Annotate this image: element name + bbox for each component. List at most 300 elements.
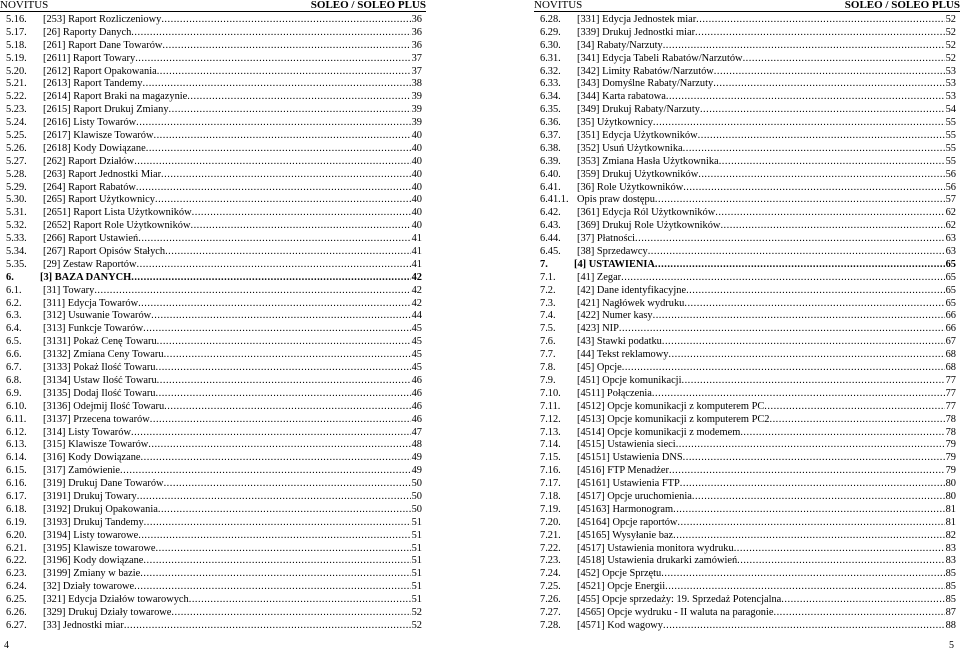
toc-entry-number: 6.7. (6, 362, 22, 374)
toc-entry-page: 55 (945, 142, 956, 154)
toc-entry[interactable] (540, 388, 956, 401)
toc-entry-number: 5.28. (6, 168, 27, 180)
toc-entry-number: 6.12. (6, 426, 27, 438)
toc-entry-page: 36 (411, 14, 422, 25)
toc-entry[interactable] (6, 323, 422, 336)
toc-entry-number: 6.19. (6, 516, 27, 528)
dot-leader (124, 620, 411, 633)
toc-entry-title: [343] Domyślne Rabaty/Narzuty (577, 78, 714, 90)
dot-leader (138, 233, 410, 246)
toc-entry[interactable] (6, 233, 422, 246)
toc-entry-page: 68 (945, 362, 956, 374)
toc-entry-title: [26] Raporty Danych (43, 26, 132, 38)
toc-entry[interactable] (540, 78, 956, 91)
toc-entry-number: 7.1. (540, 271, 556, 283)
toc-entry-page: 79 (945, 452, 956, 464)
toc-entry[interactable] (540, 375, 956, 388)
dot-leader (143, 555, 410, 568)
toc-entry[interactable] (6, 169, 422, 182)
toc-entry-title: [3] BAZA DANYCH (40, 271, 132, 283)
toc-entry[interactable] (6, 104, 422, 117)
toc-entry-number: 6.30. (540, 39, 561, 51)
toc-entry-number: 6.43. (540, 220, 561, 232)
toc-entry-page: 79 (945, 439, 956, 451)
toc-entry-page: 67 (945, 336, 956, 348)
toc-entry-number: 5.25. (6, 130, 27, 142)
toc-entry-page: 41 (411, 233, 422, 245)
dot-leader (666, 91, 945, 104)
dot-leader (683, 182, 944, 195)
toc-entry[interactable] (6, 465, 422, 478)
toc-entry[interactable] (540, 530, 956, 543)
toc-entry[interactable] (540, 555, 956, 568)
toc-entry[interactable] (540, 336, 956, 349)
toc-entry-title: [267] Raport Opisów Stałych (43, 246, 166, 258)
toc-entry-page: 81 (945, 503, 956, 515)
toc-entry[interactable] (540, 491, 956, 504)
toc-entry-page: 51 (411, 581, 422, 593)
toc-entry-page: 53 (945, 65, 956, 77)
toc-entry[interactable] (6, 207, 422, 220)
dot-leader (161, 14, 410, 27)
toc-entry-title: [4517] Ustawienia monitora wydruku (577, 542, 734, 554)
toc-entry-number: 5.32. (6, 220, 27, 232)
toc-entry-page: 50 (411, 478, 422, 490)
toc-entry-page: 40 (411, 168, 422, 180)
toc-entry[interactable] (540, 427, 956, 440)
dot-leader (635, 233, 945, 246)
toc-entry-title: [359] Drukuj Użytkowników (577, 168, 699, 180)
toc-entry-number: 7.15. (540, 452, 561, 464)
toc-entry-title: [45] Opcje (577, 362, 622, 374)
toc-entry[interactable] (540, 504, 956, 517)
toc-entry[interactable] (6, 568, 422, 581)
toc-entry[interactable] (6, 66, 422, 79)
toc-entry-title: [351] Edycja Użytkowników (577, 130, 698, 142)
toc-entry-title: [42] Dane identyfikacyjne (577, 284, 687, 296)
dot-leader (161, 169, 411, 182)
toc-entry[interactable] (6, 53, 422, 66)
toc-entry-page: 78 (945, 426, 956, 438)
dot-leader (164, 401, 410, 414)
toc-entry-title: [2618] Kody Dowiązane (43, 142, 146, 154)
toc-entry-title: [316] Kody Dowiązane (43, 452, 141, 464)
right-page (480, 0, 960, 663)
toc-entry[interactable] (540, 194, 956, 207)
toc-entry[interactable] (6, 504, 422, 517)
dot-leader (157, 336, 411, 349)
dot-leader (673, 504, 945, 517)
toc-entry[interactable] (540, 233, 956, 246)
toc-entry[interactable] (540, 220, 956, 233)
toc-entry-number: 6.15. (6, 465, 27, 477)
toc-entry[interactable] (6, 452, 422, 465)
toc-entry-number: 7.28. (540, 619, 561, 631)
dot-leader (676, 439, 945, 452)
toc-entry-title: [38] Sprzedawcy (577, 246, 648, 258)
toc-entry-number: 6.2. (6, 297, 22, 309)
toc-entry[interactable] (540, 439, 956, 452)
dot-leader (150, 414, 411, 427)
dot-leader (700, 104, 945, 117)
toc-entry-page: 54 (945, 104, 956, 116)
toc-entry-number: 5.33. (6, 233, 27, 245)
toc-entry-number: 5.16. (6, 14, 27, 25)
toc-entry-number: 5.30. (6, 194, 27, 206)
toc-entry[interactable] (6, 375, 422, 388)
toc-entry-page: 80 (945, 490, 956, 502)
toc-entry-number: 6.11. (6, 413, 27, 425)
toc-entry[interactable] (6, 78, 422, 91)
toc-entry-title: [344] Karta rabatowa (577, 91, 666, 103)
toc-entry[interactable] (540, 143, 956, 156)
toc-entry-number: 6.24. (6, 581, 27, 593)
toc-entry-title: [4521] Opcje Energii (577, 581, 666, 593)
toc-entry[interactable] (6, 310, 422, 323)
toc-entry-page: 79 (945, 465, 956, 477)
header-product: SOLEO / SOLEO PLUS (844, 0, 960, 11)
toc-entry[interactable] (540, 620, 956, 633)
toc-entry[interactable] (6, 388, 422, 401)
toc-entry-page: 83 (945, 542, 956, 554)
toc-entry-number: 7.2. (540, 284, 556, 296)
toc-entry[interactable] (540, 66, 956, 79)
toc-entry[interactable] (6, 581, 422, 594)
toc-entry-title: [3191] Drukuj Towary (43, 490, 137, 502)
toc-entry-title: [4514] Opcje komunikacji z modemem (577, 426, 741, 438)
toc-entry-number: 5.27. (6, 155, 27, 167)
dot-leader (719, 156, 945, 169)
toc-entry[interactable] (540, 40, 956, 53)
dot-leader (156, 362, 411, 375)
toc-entry[interactable] (540, 156, 956, 169)
toc-entry[interactable] (6, 272, 422, 285)
toc-entry[interactable] (540, 298, 956, 311)
dot-leader (137, 491, 411, 504)
dot-leader (673, 530, 944, 543)
toc-entry-title: [2652] Raport Role Użytkowników (43, 220, 191, 232)
toc-entry-page: 65 (945, 297, 956, 309)
toc-entry-page: 82 (945, 529, 956, 541)
dot-leader (165, 246, 411, 259)
toc-entry-number: 6.34. (540, 91, 561, 103)
toc-entry-number: 5.24. (6, 117, 27, 129)
toc-entry-title: [43] Stawki podatku (577, 336, 662, 348)
toc-entry[interactable] (540, 594, 956, 607)
toc-entry[interactable] (6, 543, 422, 556)
dot-leader (619, 323, 945, 336)
toc-entry-number: 6.9. (6, 387, 22, 399)
toc-entry-title: [2614] Raport Braki na magazynie (43, 91, 188, 103)
toc-entry-number: 6.32. (540, 65, 561, 77)
toc-entry-number: 6.5. (6, 336, 22, 348)
toc-entry-number: 7.25. (540, 581, 561, 593)
toc-entry-number: 7.6. (540, 336, 556, 348)
toc-entry-page: 39 (411, 91, 422, 103)
toc-entry[interactable] (540, 465, 956, 478)
toc-entry-number: 6.23. (6, 568, 27, 580)
toc-entry-title: [3192] Drukuj Opakowania (43, 503, 158, 515)
toc-entry-title: [311] Edycja Towarów (43, 297, 139, 309)
toc-entry-title: [3134] Ustaw Ilość Towaru (43, 374, 157, 386)
toc-entry-number: 6.39. (540, 155, 561, 167)
toc-entry[interactable] (6, 156, 422, 169)
toc-entry-number: 6.38. (540, 142, 561, 154)
toc-entry-page: 77 (945, 374, 956, 386)
dot-leader (743, 53, 945, 66)
toc-entry[interactable] (540, 362, 956, 375)
toc-entry-page: 40 (411, 130, 422, 142)
toc-entry-number: 6.27. (6, 619, 27, 631)
table-of-contents (540, 14, 956, 633)
toc-entry[interactable] (6, 285, 422, 298)
toc-entry-title: [331] Edycja Jednostek miar (577, 14, 697, 25)
dot-leader (713, 78, 944, 91)
toc-entry[interactable] (6, 130, 422, 143)
toc-entry-page: 51 (411, 594, 422, 606)
toc-entry-page: 40 (411, 142, 422, 154)
dot-leader (136, 182, 411, 195)
dot-leader (621, 272, 944, 285)
toc-entry[interactable] (540, 130, 956, 143)
toc-entry-title: [265] Raport Użytkownicy (43, 194, 155, 206)
toc-entry[interactable] (540, 91, 956, 104)
toc-entry-number: 7.3. (540, 297, 556, 309)
toc-entry[interactable] (540, 14, 956, 27)
toc-entry-page: 85 (945, 568, 956, 580)
dot-leader (677, 517, 944, 530)
toc-entry-title: [315] Klawisze Towarów (43, 439, 149, 451)
toc-entry-title: [2615] Raport Drukuj Zmiany (43, 104, 169, 116)
toc-entry-page: 63 (945, 233, 956, 245)
toc-entry-page: 52 (945, 26, 956, 38)
dot-leader (696, 14, 944, 27)
toc-entry-title: [29] Zestaw Raportów (43, 258, 137, 270)
toc-entry-number: 6.36. (540, 117, 561, 129)
toc-entry-number: 5.17. (6, 26, 27, 38)
toc-entry-page: 44 (411, 310, 422, 322)
toc-entry-page: 68 (945, 349, 956, 361)
dot-leader (158, 504, 411, 517)
toc-entry-title: Opis praw dostępu (577, 194, 655, 206)
toc-entry[interactable] (540, 452, 956, 465)
toc-entry[interactable] (540, 568, 956, 581)
toc-entry[interactable] (6, 607, 422, 620)
toc-entry[interactable] (540, 323, 956, 336)
toc-entry[interactable] (540, 478, 956, 491)
toc-entry-title: [36] Role Użytkowników (577, 181, 684, 193)
toc-entry-number: 7.12. (540, 413, 561, 425)
dot-leader (655, 259, 945, 272)
dot-leader (151, 310, 410, 323)
dot-leader (622, 362, 945, 375)
toc-entry-title: [349] Drukuj Rabaty/Narzuty (577, 104, 700, 116)
toc-entry-title: [4511] Połączenia (577, 387, 652, 399)
toc-entry[interactable] (6, 439, 422, 452)
toc-entry[interactable] (6, 182, 422, 195)
toc-entry[interactable] (6, 91, 422, 104)
toc-entry[interactable] (6, 259, 422, 272)
toc-entry[interactable] (540, 169, 956, 182)
dot-leader (153, 130, 410, 143)
toc-entry[interactable] (540, 607, 956, 620)
toc-entry-number: 7.16. (540, 465, 561, 477)
toc-entry-title: [35] Użytkownicy (577, 117, 653, 129)
toc-entry[interactable] (6, 349, 422, 362)
toc-entry-number: 7.26. (540, 594, 561, 606)
toc-entry-page: 55 (945, 130, 956, 142)
toc-entry-title: [451] Opcje komunikacji (577, 374, 682, 386)
dot-leader (680, 478, 945, 491)
toc-entry-number: 6.16. (6, 478, 27, 490)
toc-entry-title: [3193] Drukuj Tandemy (43, 516, 144, 528)
toc-entry-title: [329] Drukuj Działy towarowe (43, 606, 172, 618)
toc-entry[interactable] (6, 194, 422, 207)
toc-entry[interactable] (540, 285, 956, 298)
toc-entry-number: 7.11. (540, 400, 561, 412)
toc-entry[interactable] (540, 182, 956, 195)
toc-entry-number: 6.25. (6, 594, 27, 606)
toc-entry[interactable] (540, 27, 956, 40)
dot-leader (668, 349, 944, 362)
dot-leader (131, 27, 410, 40)
toc-entry-number: 5.18. (6, 39, 27, 51)
toc-entry-page: 39 (411, 104, 422, 116)
toc-entry[interactable] (540, 259, 956, 272)
toc-entry[interactable] (540, 414, 956, 427)
toc-entry-number: 6. (6, 271, 14, 283)
toc-entry-number: 6.14. (6, 452, 27, 464)
toc-entry[interactable] (6, 336, 422, 349)
toc-entry-title: [452] Opcje Sprzętu (577, 568, 662, 580)
toc-entry[interactable] (540, 117, 956, 130)
toc-entry[interactable] (6, 517, 422, 530)
toc-entry-number: 7.8. (540, 362, 556, 374)
toc-entry[interactable] (6, 246, 422, 259)
toc-entry[interactable] (540, 349, 956, 362)
dot-leader (146, 143, 411, 156)
toc-entry-title: [339] Drukuj Jednostki miar (577, 26, 696, 38)
toc-entry[interactable] (6, 220, 422, 233)
toc-entry[interactable] (540, 53, 956, 66)
toc-entry-number: 7.7. (540, 349, 556, 361)
toc-entry[interactable] (540, 207, 956, 220)
dot-leader (189, 594, 411, 607)
dot-leader (686, 285, 945, 298)
toc-entry[interactable] (6, 362, 422, 375)
toc-entry-page: 51 (411, 516, 422, 528)
toc-entry-title: [264] Raport Rabatów (43, 181, 136, 193)
table-of-contents (6, 14, 422, 633)
toc-entry-page: 53 (945, 91, 956, 103)
toc-entry-page: 45 (411, 336, 422, 348)
toc-entry-number: 6.3. (6, 310, 22, 322)
toc-entry-number: 6.8. (6, 374, 22, 386)
toc-entry-page: 39 (411, 117, 422, 129)
toc-entry-number: 7.10. (540, 387, 561, 399)
dot-leader (144, 517, 411, 530)
toc-entry-title: [422] Numer kasy (577, 310, 653, 322)
toc-entry-page: 66 (945, 323, 956, 335)
toc-entry-number: 6.45. (540, 246, 561, 258)
toc-entry-page: 50 (411, 490, 422, 502)
toc-entry[interactable] (6, 40, 422, 53)
toc-entry-title: [45161] Ustawienia FTP (577, 478, 680, 490)
dot-leader (156, 543, 411, 556)
toc-entry-page: 40 (411, 181, 422, 193)
toc-entry[interactable] (540, 543, 956, 556)
toc-entry-number: 7.18. (540, 490, 561, 502)
toc-entry[interactable] (540, 246, 956, 259)
toc-entry-title: [41] Zegar (577, 271, 622, 283)
toc-entry-number: 6.22. (6, 555, 27, 567)
toc-entry-page: 52 (945, 52, 956, 64)
toc-entry[interactable] (6, 594, 422, 607)
toc-entry[interactable] (6, 401, 422, 414)
toc-entry[interactable] (6, 427, 422, 440)
toc-entry-page: 41 (411, 246, 422, 258)
toc-entry-page: 51 (411, 568, 422, 580)
header-brand: NOVITUS (534, 0, 583, 11)
dot-leader (94, 285, 410, 298)
toc-entry-title: [45164] Opcje raportów (577, 516, 678, 528)
toc-entry[interactable] (6, 14, 422, 27)
toc-entry-page: 42 (411, 297, 422, 309)
toc-entry[interactable] (540, 581, 956, 594)
toc-entry[interactable] (6, 620, 422, 633)
dot-leader (653, 310, 945, 323)
toc-entry[interactable] (6, 491, 422, 504)
toc-entry-page: 49 (411, 465, 422, 477)
toc-entry[interactable] (6, 117, 422, 130)
toc-entry-title: [361] Edycja Ról Użytkowników (577, 207, 716, 219)
dot-leader (192, 207, 411, 220)
toc-entry-number: 7.17. (540, 478, 561, 490)
toc-entry-title: [341] Edycja Tabeli Rabatów/Narzutów (577, 52, 743, 64)
toc-entry[interactable] (6, 478, 422, 491)
toc-entry-number: 7.4. (540, 310, 556, 322)
toc-entry-title: [2651] Raport Lista Użytkowników (43, 207, 192, 219)
toc-entry-page: 85 (945, 594, 956, 606)
toc-entry-number: 6.4. (6, 323, 22, 335)
toc-entry[interactable] (6, 555, 422, 568)
toc-entry[interactable] (540, 272, 956, 285)
toc-entry[interactable] (6, 530, 422, 543)
toc-entry-title: [369] Drukuj Role Użytkowników (577, 220, 721, 232)
dot-leader (120, 465, 411, 478)
toc-entry-number: 6.41.1. (540, 194, 569, 206)
toc-entry-number: 6.40. (540, 168, 561, 180)
dot-leader (155, 194, 411, 207)
toc-entry-title: [3137] Przecena towarów (43, 413, 150, 425)
toc-entry[interactable] (6, 414, 422, 427)
toc-entry-number: 6.28. (540, 14, 561, 25)
toc-entry[interactable] (540, 401, 956, 414)
toc-entry[interactable] (6, 298, 422, 311)
toc-entry[interactable] (540, 310, 956, 323)
toc-entry-number: 6.29. (540, 26, 561, 38)
toc-entry-number: 5.23. (6, 104, 27, 116)
toc-entry[interactable] (6, 27, 422, 40)
toc-entry-title: [421] Nagłówek wydruku (577, 297, 685, 309)
page-header (0, 0, 426, 12)
toc-entry[interactable] (6, 143, 422, 156)
toc-entry-page: 49 (411, 452, 422, 464)
toc-entry[interactable] (540, 104, 956, 117)
toc-entry-number: 6.13. (6, 439, 27, 451)
dot-leader (171, 607, 410, 620)
toc-entry[interactable] (540, 517, 956, 530)
